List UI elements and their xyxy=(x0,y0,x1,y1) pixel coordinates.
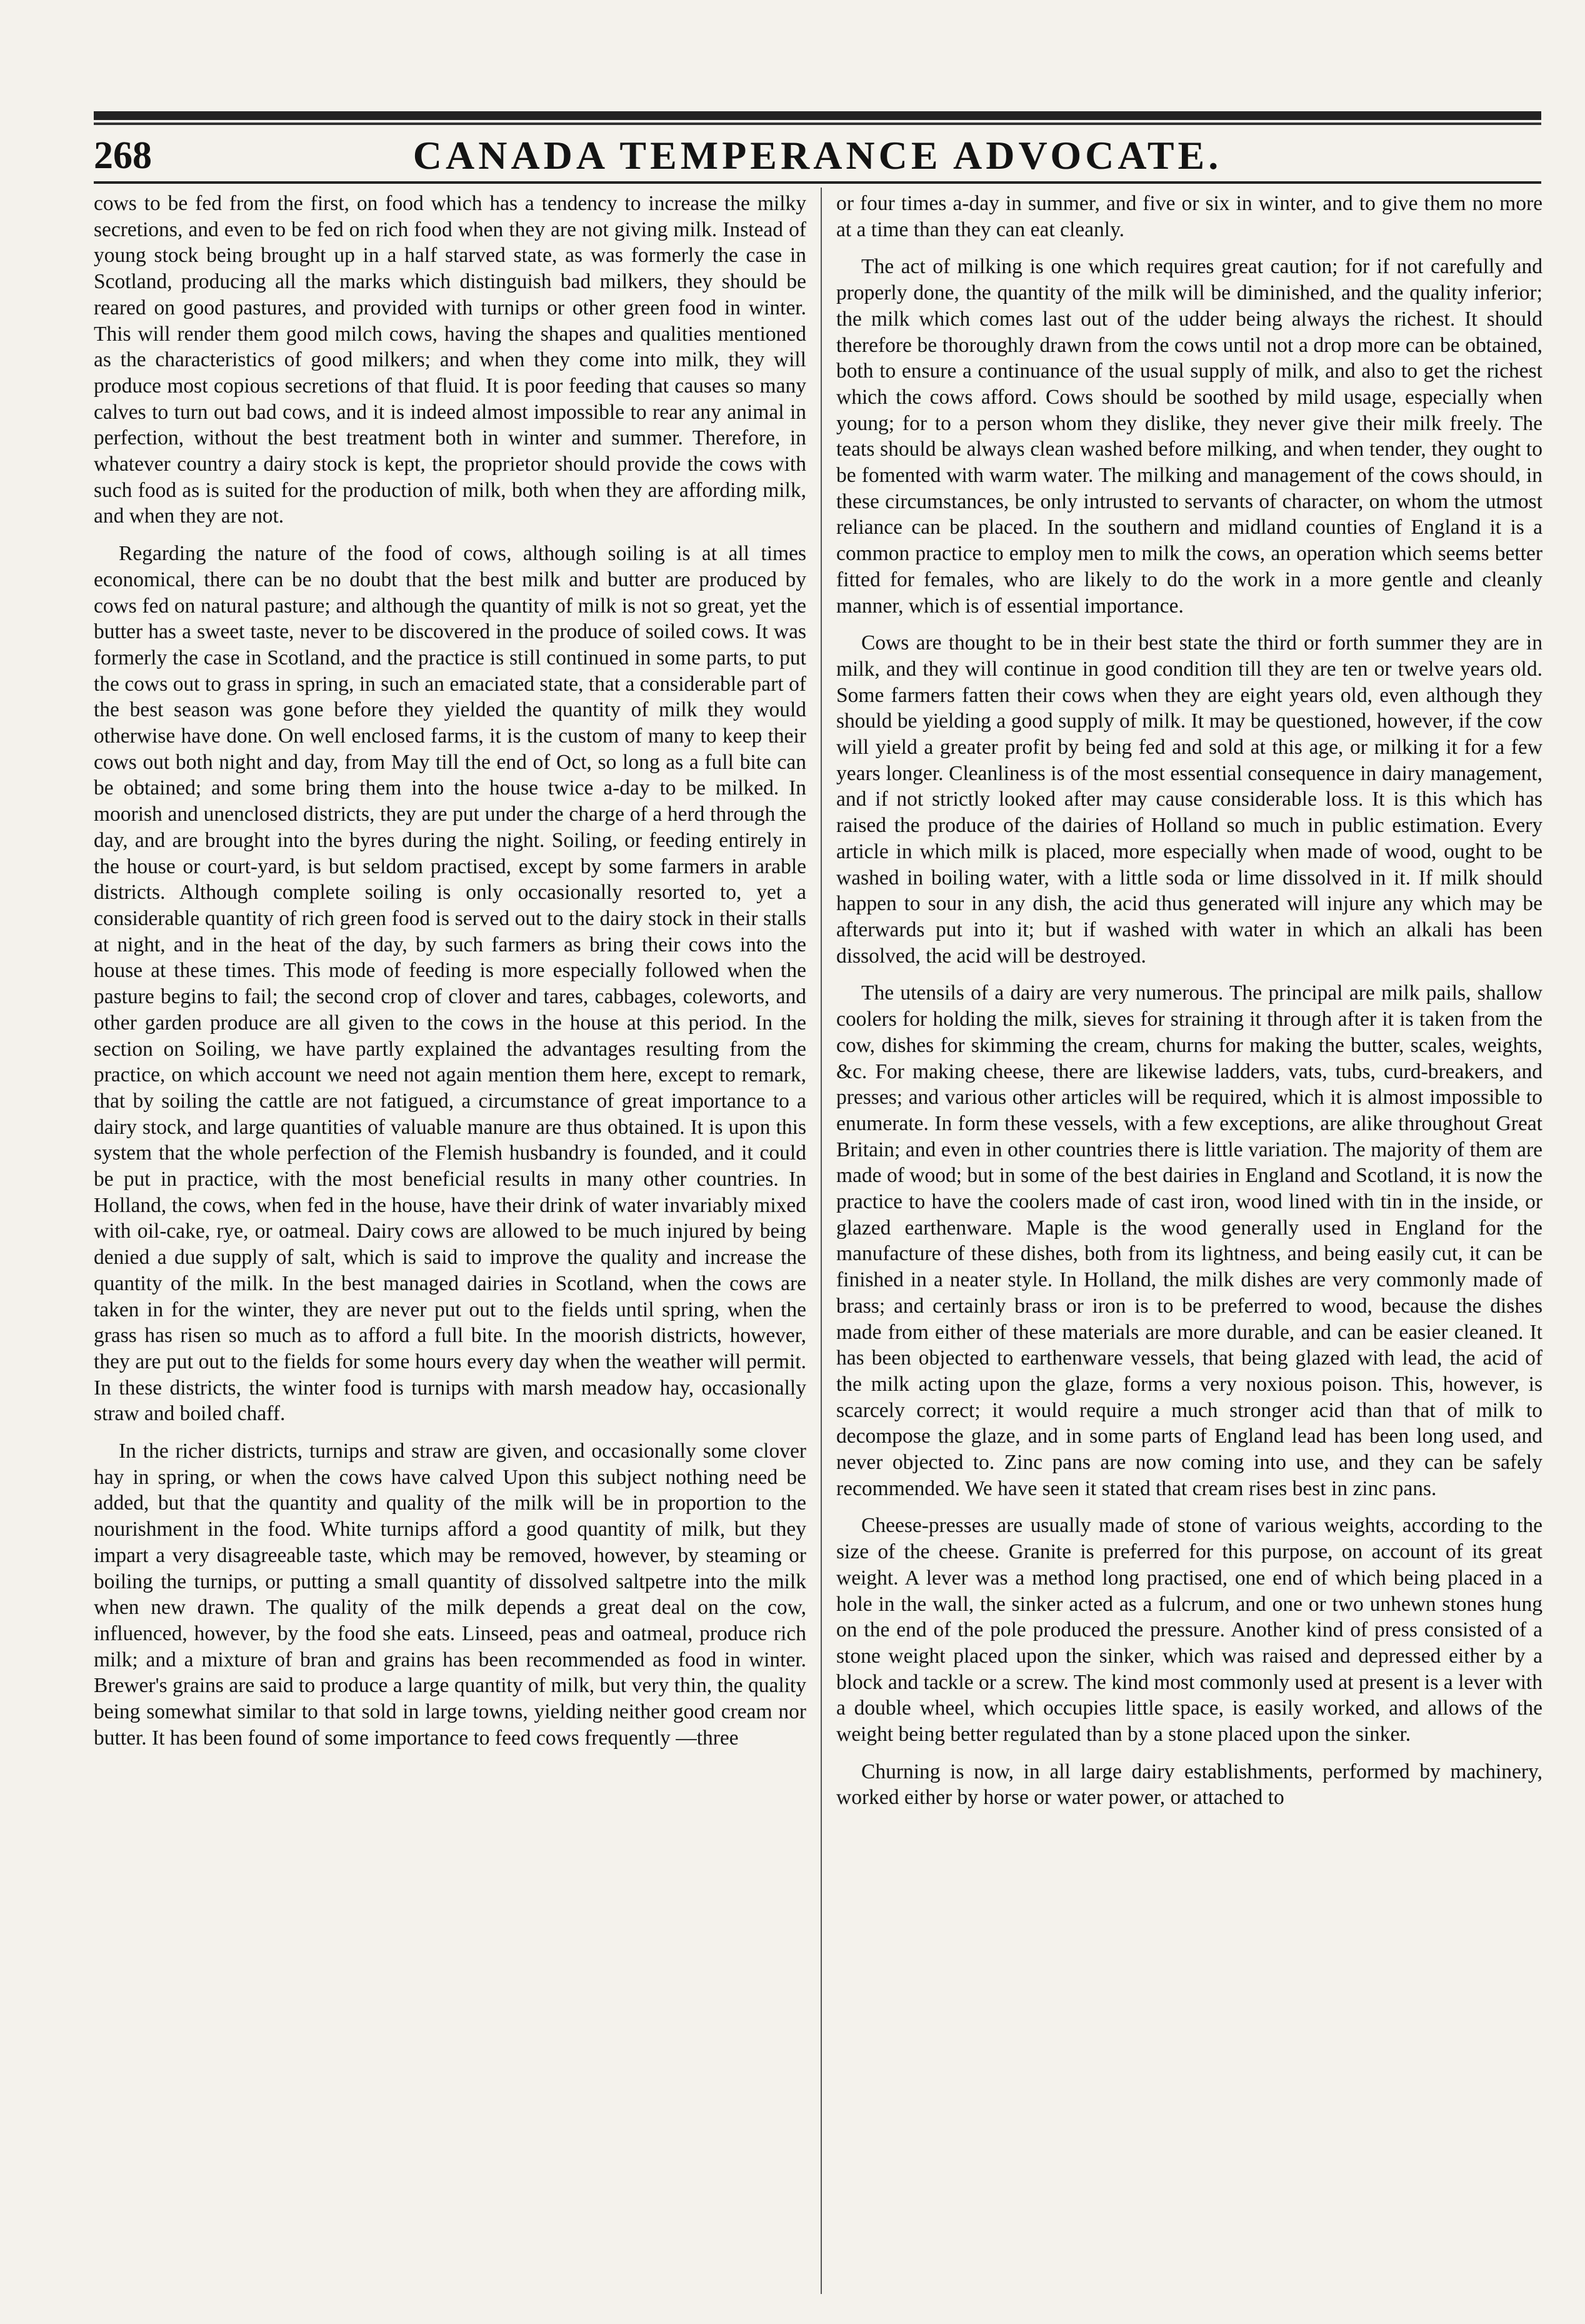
left-column xyxy=(94,191,806,1751)
page-header xyxy=(94,133,1541,179)
paragraph: Regarding the nature of the food of cows, although soiling is at all times economical, there can be no doubt that the best milk and butter are produced by cows fed on natural pasture; and although the quantity of milk is not so great, yet the butter has a sweet taste, never to be discovered in the produce of soiled cows. It was formerly the case in Scotland, and the practice is still continued in some parts, to put the cows out to grass in spring, in such an emaciated state, that a considerable part of the best season was gone before they yielded the quantity of milk they would otherwise have done. On well enclosed farms, it is the custom of many to keep their cows out both night and day, from May till the end of Oct, so long as a full bite can be obtained; and some bring them into the house twice a-day to be milked. In moorish and unenclosed districts, they are put under the charge of a herd through the day, and are brought into the byres during the night. Soiling, or feeding entirely in the house or court-yard, is but seldom practised, except by some farmers in arable districts. Although complete soiling is only occasionally resorted to, yet a considerable quantity of rich green food is served out to the dairy stock in their stalls at night, and in the heat of the day, by such farmers as bring their cows into the house at these times. This mode of feeding is more especially followed when the pasture begins to fail; the second crop of clover and tares, cabbages, coleworts, and other garden produce are all given to the cows in the house at this period. In the section on Soiling, we have partly explained the advantages resulting from the practice, on which account we need not again mention them here, except to remark, that by soiling the cattle are not fatigued, a circumstance of great importance to a dairy stock, and large quantities of valuable manure are thus obtained. It is upon this system that the whole perfection of the Flemish husbandry is founded, and it could be put in practice, with the most beneficial results in many other countries. In Holland, the cows, when fed in the house, have their drink of water invariably mixed with oil-cake, rye, or oatmeal. Dairy cows are allowed to be much injured by being denied a due supply of salt, which is said to improve the quality and increase the quantity of the milk. In the best managed dairies in Scotland, when the cows are taken in for the winter, they are never put out to the fields until spring, when the grass has risen so much as to afford a full bite. In the moorish districts, however, they are put out to the fields for some hours every day when the weather will permit. In these districts, the winter food is turnips with marsh meadow hay, occasionally straw and boiled chaff. xyxy=(94,542,806,1426)
top-rule xyxy=(94,111,1541,120)
running-title: CANADA TEMPERANCE ADVOCATE. xyxy=(412,133,1222,178)
paragraph: Cows are thought to be in their best state the third or forth summer they are in milk, and they will continue in good condition till they are ten or twelve years old. Some farmers fatten their cows when they are eight years old, even although they should be yielding a good supply of milk. It may be questioned, however, if the cow will yield a greater profit by being fed and sold at this age, or milking it for a few years longer. Cleanliness is of the most essential consequence in dairy management, and if not strictly looked after may cause considerable loss. It is this which has raised the produce of the dairies of Holland so much in public estimation. Every article in which milk is placed, more especially when made of wood, ought to be washed in boiling water, with a little soda or lime dissolved in it. If milk should happen to sour in any dish, the acid thus generated will injure any which may be afterwards put into it; but if washed with water in which an alkali has been dissolved, the acid will be destroyed. xyxy=(836,631,1542,968)
paragraph: cows to be fed from the first, on food which has a tendency to increase the milky secretions, and even to be fed on rich food when they are not giving milk. Instead of young stock being brought up in a half starved state, as was formerly the case in Scotland, producing all the marks which distinguish bad milkers, they should be reared on good pastures, and provided with turnips or other green food in winter. This will render them good milch cows, having the shapes and qualities mentioned as the characteristics of good milkers; and when they come into milk, they will produce most copious secretions of that fluid. It is poor feeding that causes so many calves to turn out bad cows, and it is indeed almost impossible to rear any animal in perfection, without the best treatment both in winter and summer. Therefore, in whatever country a dairy stock is kept, the proprietor should provide the cows with such food as is suited for the production of milk, both when they are affording milk, and when they are not. xyxy=(94,192,806,528)
paragraph: Cheese-presses are usually made of stone of various weights, according to the size of the cheese. Granite is preferred for this purpose, on account of its great weight. A lever was a method long practised, one end of which being placed in a hole in the wall, the sinker acted as a fulcrum, and one or two unhewn stones hung on the end of the pole produced the pressure. Another kind of press consisted of a stone weight placed upon the sinker, which was raised and depressed either by a block and tackle or a screw. The kind most commonly used at present is a lever with a double wheel, which occupies little space, is easily worked, and allows of the weight being better regulated than by a stone placed upon the sinker. xyxy=(836,1514,1542,1746)
column-divider xyxy=(821,188,822,2294)
header-rule xyxy=(94,181,1541,184)
paragraph: Churning is now, in all large dairy establishments, performed by machinery, worked either by horse or water power, or attached to xyxy=(836,1760,1542,1810)
right-column xyxy=(836,191,1542,1811)
paragraph: In the richer districts, turnips and straw are given, and occasionally some clover hay in spring, or when the cows have calved Upon this subject nothing need be added, but that the quantity and quality of the milk will be in proportion to the nourishment in the food. White turnips afford a good quantity of milk, but they impart a very disagreeable taste, which may be removed, however, by steaming or boiling the turnips, or putting a small quantity of dissolved saltpetre into the milk when new drawn. The quality of the milk depends a great deal on the cow, influenced, however, by the food she eats. Linseed, peas and oatmeal, produce rich milk; and a mixture of bran and grains has been recommended as food in winter. Brewer's grains are said to produce a large quantity of milk, but very thin, the quality being somewhat similar to that sold in large towns, yielding neither good cream nor butter. It has been found of some importance to feed cows frequently —three xyxy=(94,1440,806,1750)
paragraph: or four times a-day in summer, and five or six in winter, and to give them no more at a time than they can eat cleanly. xyxy=(836,192,1542,241)
paragraph: The utensils of a dairy are very numerous. The principal are milk pails, shallow coolers for holding the milk, sieves for straining it through after it is taken from the cow, dishes for skimming the cream, churns for making the butter, scales, weights, &c. For making cheese, there are likewise ladders, vats, tubs, curd-breakers, and presses; and various other articles will be required, which it is almost impossible to enumerate. In form these vessels, with a few exceptions, are alike throughout Great Britain; and even in other countries there is little variation. The majority of them are made of wood; but in some of the best dairies in England and Scotland, it is now the practice to have the coolers made of cast iron, wood lined with tin in the inside, or glazed earthenware. Maple is the wood generally used in England for the manufacture of these dishes, both from its lightness, and being easily cut, it can be finished in a neater style. In Holland, the milk dishes are very commonly made of brass; and certainly brass or iron is to be preferred to wood, because the dishes made from either of these materials are more durable, and can be easier cleaned. It has been objected to earthenware vessels, that being glazed with lead, the acid of the milk acting upon the glaze, forms a very noxious poison. This, however, is scarcely correct; it would require a much stronger acid than that of milk to decompose the glaze, and in some parts of England lead has been long used, and never objected to. Zinc pans are now coming into use, and they can be safely recommended. We have seen it stated that cream rises best in zinc pans. xyxy=(836,981,1542,1500)
paragraph: The act of milking is one which requires great caution; for if not carefully and properly done, the quantity of the milk will be diminished, and the quality inferior; the milk which comes last out of the udder being always the richest. It should therefore be thoroughly drawn from the cows until not a drop more can be obtained, both to ensure a continuance of the usual supply of milk, and also to get the richest which the cows afford. Cows should be soothed by mild usage, especially when young; for to a person whom they dislike, they never give their milk freely. The teats should be always clean washed before milking, and when tender, they ought to be fomented with warm water. The milking and management of the cows should, in these circumstances, be only intrusted to servants of character, on whom the utmost reliance can be placed. In the southern and midland counties of England it is a common practice to employ men to milk the cows, an operation which seems better fitted for females, who are likely to do the work in a more gentle and cleanly manner, which is of essential importance. xyxy=(836,255,1542,618)
top-rule-thin xyxy=(94,123,1541,125)
page-number: 268 xyxy=(94,134,152,177)
